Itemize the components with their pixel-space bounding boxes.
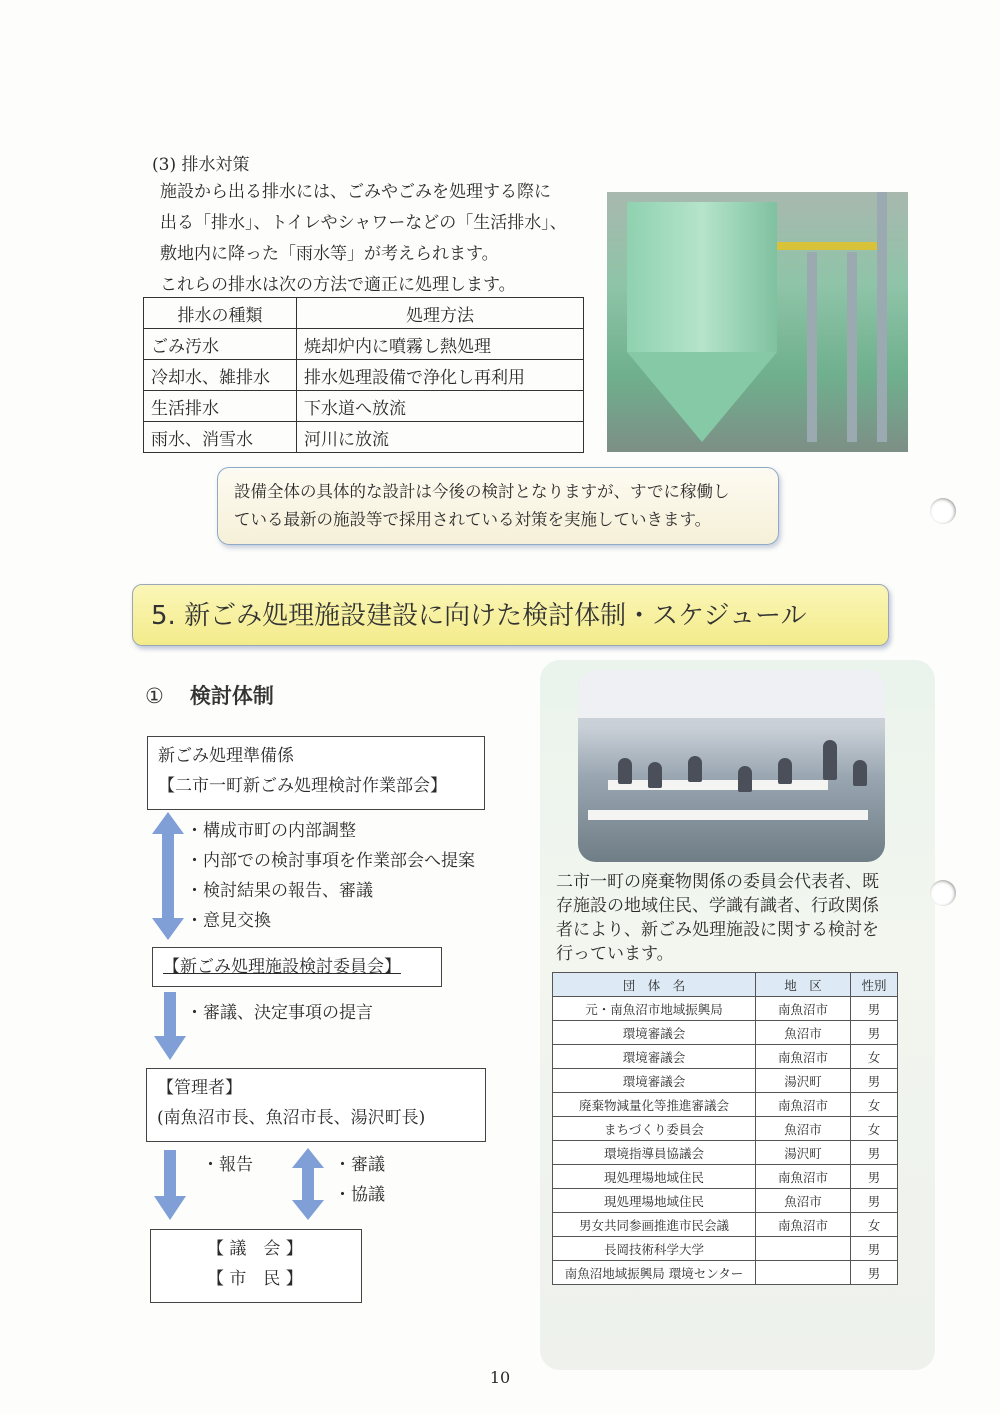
subheading-number: ①	[145, 684, 164, 708]
table-row	[553, 1141, 898, 1165]
table-cell: 南魚沼市	[756, 1213, 851, 1237]
caption-line: 行っています。	[556, 944, 674, 964]
caption-line: 者により、新ごみ処理施設に関する検討を	[556, 920, 879, 940]
table-header: 処理方法	[297, 298, 584, 329]
page-number: 10	[489, 1368, 511, 1387]
table-cell: 女	[851, 1213, 898, 1237]
table-cell: 男	[851, 1021, 898, 1045]
table-cell: 環境審議会	[553, 1045, 756, 1069]
org-box-committee	[152, 947, 442, 987]
table-row	[144, 422, 584, 453]
table-header: 排水の種類	[144, 298, 297, 329]
table-cell: 河川に放流	[297, 422, 584, 453]
section-title: 5. 新ごみ処理施設建設に向けた検討体制・スケジュール	[132, 584, 889, 646]
table-header-row	[553, 973, 898, 997]
punch-hole	[930, 498, 956, 524]
table-row	[553, 997, 898, 1021]
table-cell: 元・南魚沼市地域振興局	[553, 997, 756, 1021]
down-arrow-icon	[152, 1150, 188, 1220]
drainage-table	[143, 297, 584, 453]
org-box-manager	[146, 1068, 486, 1142]
table-cell: 女	[851, 1093, 898, 1117]
table-row	[553, 1069, 898, 1093]
table-cell: 魚沼市	[756, 1189, 851, 1213]
org-box-line: 【二市一町新ごみ処理検討作業部会】	[158, 776, 447, 796]
meeting-photo	[578, 670, 885, 862]
table-row	[553, 1117, 898, 1141]
subheading-text: 検討体制	[189, 684, 274, 708]
table-cell: 南魚沼地域振興局 環境センター	[553, 1261, 756, 1285]
drainage-line: 出る「排水」、トイレやシャワーなどの「生活排水」、	[160, 213, 567, 233]
list-item: ・審議	[334, 1155, 385, 1175]
org-box-line: 新ごみ処理準備係	[158, 746, 294, 766]
drainage-line: 施設から出る排水には、ごみやごみを処理する際に	[160, 182, 551, 202]
double-arrow-icon	[150, 812, 186, 940]
list-item: ・内部での検討事項を作業部会へ提案	[186, 851, 475, 871]
table-cell: 環境審議会	[553, 1021, 756, 1045]
list-item: ・構成市町の内部調整	[186, 821, 356, 841]
table-cell	[756, 1261, 851, 1285]
org-box-council	[150, 1229, 362, 1303]
note-line: ている最新の施設等で採用されている対策を実施していきます。	[234, 510, 712, 529]
table-cell: 現処理場地域住民	[553, 1189, 756, 1213]
table-cell: 長岡技術科学大学	[553, 1237, 756, 1261]
drainage-line: これらの排水は次の方法で適正に処理します。	[160, 275, 516, 295]
org-box-preparation	[147, 736, 485, 810]
table-cell: 男	[851, 1189, 898, 1213]
down-arrow-icon	[152, 992, 188, 1060]
table-cell: 南魚沼市	[756, 1045, 851, 1069]
table-row	[144, 329, 584, 360]
table-cell: 男	[851, 1237, 898, 1261]
table-cell: 冷却水、雑排水	[144, 360, 297, 391]
list-item: ・意見交換	[186, 911, 271, 931]
table-cell: 魚沼市	[756, 1117, 851, 1141]
org-box-line: (南魚沼市長、魚沼市長、湯沢町長)	[157, 1108, 426, 1128]
org-box-line: 【 議 会 】	[207, 1239, 303, 1259]
table-cell: 現処理場地域住民	[553, 1165, 756, 1189]
org-list-1	[186, 816, 475, 936]
table-cell: 廃棄物減量化等推進審議会	[553, 1093, 756, 1117]
table-cell: 男	[851, 1069, 898, 1093]
table-cell: 環境指導員協議会	[553, 1141, 756, 1165]
caption-line: 二市一町の廃棄物関係の委員会代表者、既	[556, 872, 879, 892]
note-box	[217, 467, 779, 545]
treatment-facility-photo	[607, 192, 908, 452]
table-cell	[756, 1237, 851, 1261]
subheading	[145, 680, 274, 710]
note-line: 設備全体の具体的な設計は今後の検討となりますが、すでに稼働し	[234, 482, 730, 501]
table-cell: 環境審議会	[553, 1069, 756, 1093]
table-cell: 男	[851, 997, 898, 1021]
org-list-3-left	[202, 1150, 253, 1180]
org-box-line: 【管理者】	[157, 1078, 242, 1098]
punch-hole	[930, 880, 956, 906]
table-cell: 生活排水	[144, 391, 297, 422]
table-header: 性別	[851, 973, 898, 997]
table-row	[553, 1093, 898, 1117]
table-cell: 下水道へ放流	[297, 391, 584, 422]
table-row	[553, 1213, 898, 1237]
table-row	[553, 1261, 898, 1285]
table-cell: 雨水、消雪水	[144, 422, 297, 453]
table-row	[144, 360, 584, 391]
double-arrow-icon	[290, 1148, 326, 1220]
table-row	[144, 391, 584, 422]
table-row	[553, 1021, 898, 1045]
table-cell: 男	[851, 1261, 898, 1285]
drainage-paragraph	[160, 177, 600, 301]
table-row	[553, 1237, 898, 1261]
list-item: ・報告	[202, 1155, 253, 1175]
table-cell: 男	[851, 1165, 898, 1189]
org-list-3-right	[334, 1150, 385, 1210]
table-cell: 南魚沼市	[756, 1093, 851, 1117]
table-cell: 男	[851, 1141, 898, 1165]
list-item: ・協議	[334, 1185, 385, 1205]
table-header: 団 体 名	[553, 973, 756, 997]
table-cell: 焼却炉内に噴霧し熱処理	[297, 329, 584, 360]
table-row	[553, 1189, 898, 1213]
drainage-heading: (3) 排水対策	[152, 155, 250, 175]
org-list-2	[186, 998, 373, 1028]
table-cell: 湯沢町	[756, 1141, 851, 1165]
table-cell: 排水処理設備で浄化し再利用	[297, 360, 584, 391]
table-row	[553, 1165, 898, 1189]
list-item: ・審議、決定事項の提言	[186, 1003, 373, 1023]
photo-caption	[556, 870, 896, 966]
drainage-line: 敷地内に降った「雨水等」が考えられます。	[160, 244, 499, 264]
table-cell: 魚沼市	[756, 1021, 851, 1045]
committee-members-table	[552, 972, 898, 1285]
table-cell: 女	[851, 1045, 898, 1069]
table-cell: 女	[851, 1117, 898, 1141]
caption-line: 存施設の地域住民、学識有識者、行政関係	[556, 896, 879, 916]
table-cell: 男女共同参画推進市民会議	[553, 1213, 756, 1237]
table-cell: 南魚沼市	[756, 997, 851, 1021]
list-item: ・検討結果の報告、審議	[186, 881, 373, 901]
table-cell: 湯沢町	[756, 1069, 851, 1093]
table-header: 地 区	[756, 973, 851, 997]
table-cell: まちづくり委員会	[553, 1117, 756, 1141]
table-row	[553, 1045, 898, 1069]
table-cell: 南魚沼市	[756, 1165, 851, 1189]
table-cell: ごみ汚水	[144, 329, 297, 360]
org-box-line: 【 市 民 】	[207, 1269, 303, 1289]
table-header-row	[144, 298, 584, 329]
org-box-line: 【新ごみ処理施設検討委員会】	[163, 957, 401, 977]
